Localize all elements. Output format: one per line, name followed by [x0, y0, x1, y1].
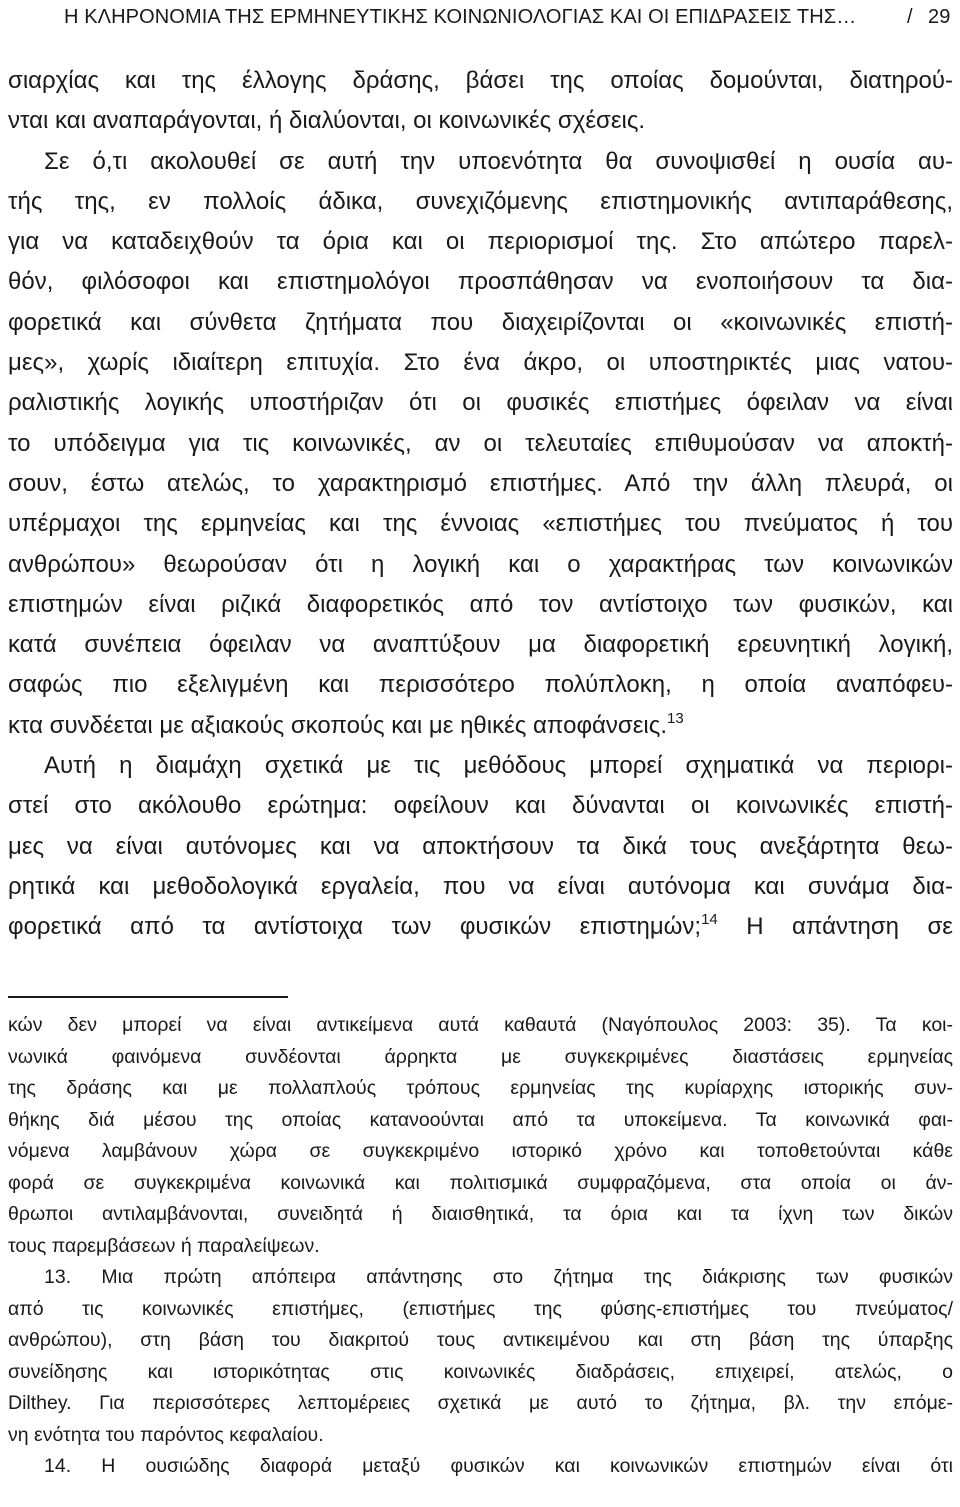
body-line: μες να είναι αυτόνομες και να αποκτήσουν τα δικά τους ανεξάρτητα θεω-: [8, 832, 953, 860]
running-header: [0, 6, 960, 32]
body-line: Σε ό,τι ακολουθεί σε αυτή την υποενότητα θα συνοψισθεί η ουσία αυ-: [44, 147, 953, 175]
body-line: νται και αναπαράγονται, ή διαλύονται, οι κοινωνικές σχέσεις.: [8, 107, 646, 135]
body-line: μες», χωρίς ιδιαίτερη επιτυχία. Στο ένα άκρο, οι υποστηρικτές μιας νατου-: [8, 349, 953, 377]
body-line: το υπόδειγμα για τις κοινωνικές, αν οι τελευταίες επιθυμούσαν να αποκτή-: [8, 429, 953, 457]
footnote-14-line: 14. Η ουσιώδης διαφορά μεταξύ φυσικών και κοινωνικών επιστημών είναι ότι: [44, 1455, 953, 1477]
body-line: κατά συνέπεια όφειλαν να αναπτύξουν μα διαφορετική ερευνητική λογική,: [8, 631, 953, 659]
page-number: 29: [928, 6, 951, 28]
footnote-separator-rule: [8, 996, 288, 998]
body-line: σαφώς πιο εξελιγμένη και περισσότερο πολύπλοκη, η οποία αναπόφευ-: [8, 671, 953, 699]
body-line: υπέρμαχοι της ερμηνείας και της έννοιας «επιστήμες του πνεύματος ή του: [8, 510, 953, 538]
body-line-with-footnote-ref: [8, 706, 953, 746]
footnote-line: φορά σε συγκεκριμένα κοινωνικά και πολιτισμικά συμφραζόμενα, στα οποία οι άν-: [8, 1171, 953, 1194]
footnote-13-line: 13. Μια πρώτη απόπειρα απάντησης στο ζήτημα της διάκρισης των φυσικών: [44, 1266, 953, 1288]
footnotes: [8, 1010, 953, 1483]
footnote-line: Dilthey. Για περισσότερες λεπτομέρειες σχετικά με αυτό το ζήτημα, βλ. την επόμε-: [8, 1392, 953, 1414]
body-line-with-footnote-ref: [8, 907, 953, 947]
footnote-line: νόμενα λαμβάνουν χώρα σε συγκεκριμένο ιστορικό χρόνο και τοποθετούνται κάθε: [8, 1140, 953, 1162]
footnote-ref-14[interactable]: 14: [701, 911, 718, 929]
body-line: στεί στο ακόλουθο ερώτημα: οφείλουν και δύνανται οι κοινωνικές επιστή-: [8, 792, 953, 820]
body-line: ραλιστικής λογικής υποστήριζαν ότι οι φυσικές επιστήμες όφειλαν να είναι: [8, 389, 953, 417]
footnote-line: συνείδησης και ιστορικότητας στις κοινωνικές διαδράσεις, επιχειρεί, ατελώς, ο: [8, 1360, 953, 1383]
footnote-line: νωνικά φαινόμενα συνδέονται άρρηκτα με συγκεκριμένες διαστάσεις ερμηνείας: [8, 1045, 953, 1068]
footnote-line: της δράσης και με πολλαπλούς τρόπους ερμηνείας της κυρίαρχης ιστορικής συν-: [8, 1077, 953, 1099]
footnote-line: ανθρώπου), στη βάση του διακριτού τους αντικειμένου και στη βάση της ύπαρξης: [8, 1329, 953, 1351]
body-line: Αυτή η διαμάχη σχετικά με τις μεθόδους μπορεί σχηματικά να περιορι-: [44, 752, 953, 780]
body-line: σουν, έστω ατελώς, το χαρακτηρισμό επιστήμες. Από την άλλη πλευρά, οι: [8, 469, 953, 497]
body-line-text: Η απάντηση σε: [746, 913, 954, 941]
body-line: επιστημών είναι ριζικά διαφορετικός από τον αντίστοιχο των φυσικών, και: [8, 590, 953, 618]
footnote-ref-13[interactable]: 13: [666, 709, 684, 727]
footnote-line: θρωποι αντιλαμβάνονται, συνειδητά ή διαισθητικά, τα όρια και τα ίχνη των δικών: [8, 1203, 953, 1225]
body-line: ρητικά και μεθοδολογικά εργαλεία, που να είναι αυτόνομα και συνάμα δια-: [8, 872, 953, 900]
body-text: [8, 61, 953, 948]
body-line: για να καταδειχθούν τα όρια και οι περιορισμοί της. Στο απώτερο παρελ-: [8, 228, 953, 256]
body-line: ανθρώπου» θεωρούσαν ότι η λογική και ο χαρακτήρας των κοινωνικών: [8, 550, 953, 578]
body-line-text: κτα συνδέεται με αξιακούς σκοπούς και με ηθικές αποφάνσεις.: [8, 711, 667, 739]
body-line: θόν, φιλόσοφοι και επιστημολόγοι προσπάθησαν να ενοποιήσουν τα δια-: [8, 268, 953, 296]
body-line: τής της, εν πολλοίς άδικα, συνεχιζόμενης επιστημονικής αντιπαράθεσης,: [8, 187, 953, 215]
footnote-line: κών δεν μπορεί να είναι αντικείμενα αυτά καθαυτά (Ναγόπουλος 2003: 35). Τα κοι-: [8, 1014, 953, 1036]
running-header-title: Η ΚΛΗΡΟΝΟΜΙΑ ΤΗΣ ΕΡΜΗΝΕΥΤΙΚΗΣ ΚΟΙΝΩΝΙΟΛΟΓΙΑΣ ΚΑΙ ΟΙ ΕΠΙΔΡΑΣΕΙΣ ΤΗΣ…: [64, 6, 857, 28]
footnote-line: από τις κοινωνικές επιστήμες, (επιστήμες της φύσης-επιστήμες του πνεύματος/: [8, 1297, 953, 1320]
header-separator: /: [907, 6, 913, 28]
body-line: σιαρχίας και της έλλογης δράσης, βάσει της οποίας δομούνται, διατηρού-: [8, 67, 953, 94]
body-line: φορετικά και σύνθετα ζητήματα που διαχειρίζονται οι «κοινωνικές επιστή-: [8, 308, 953, 336]
body-line-text: φορετικά από τα αντίστοιχα των φυσικών επιστημών;: [8, 913, 702, 941]
footnote-line: θήκης διά μέσου της οποίας κατανοούνται από τα υποκείμενα. Τα κοινωνικά φαι-: [8, 1108, 953, 1131]
footnote-line: τους παρεμβάσεων ή παραλείψεων.: [8, 1234, 320, 1257]
footnote-line: νη ενότητα του παρόντος κεφαλαίου.: [8, 1423, 324, 1446]
